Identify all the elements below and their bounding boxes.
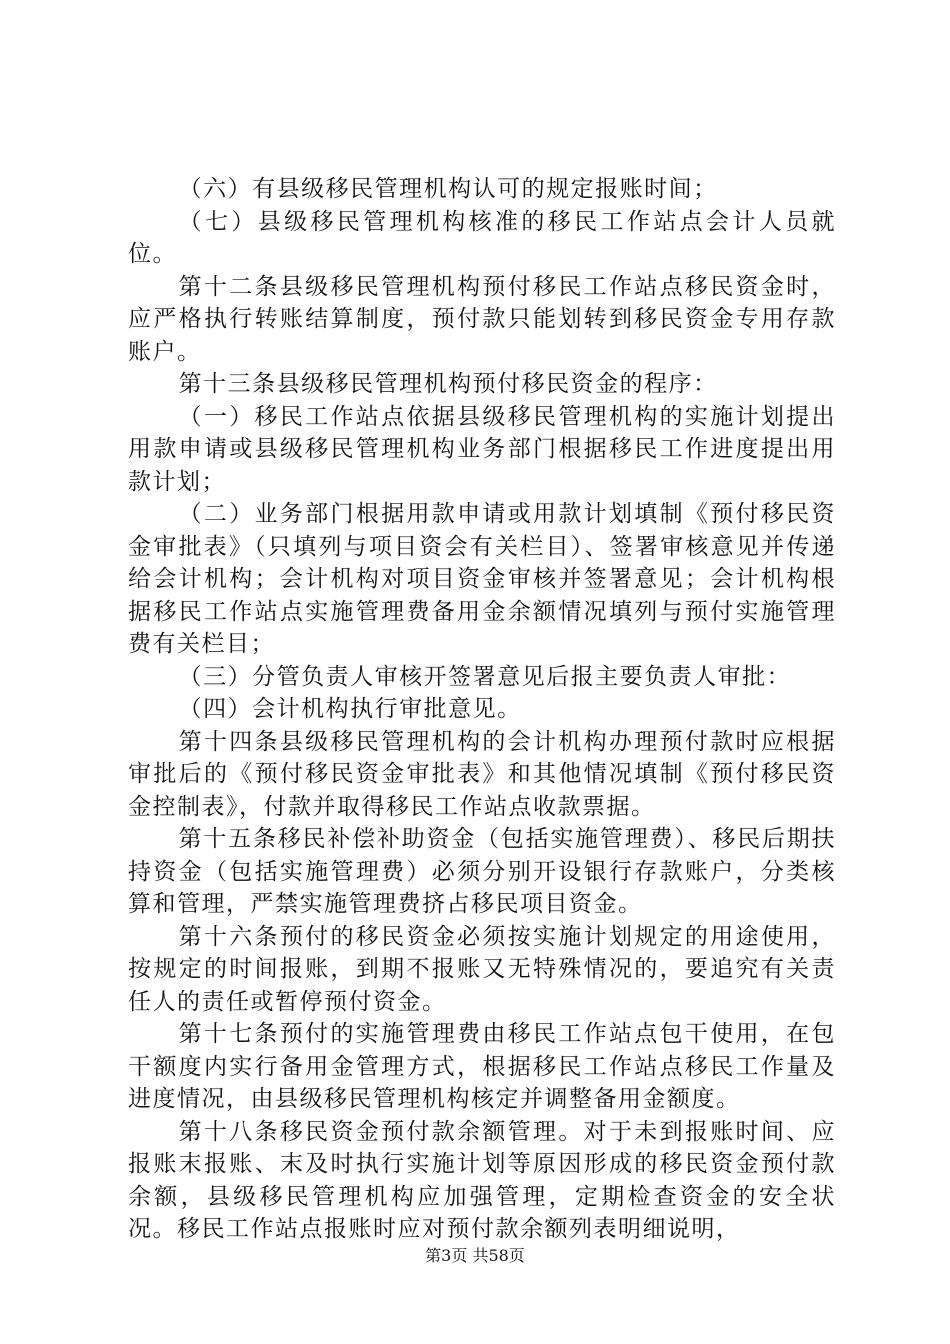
paragraph-step-3: （三）分管负责人审核开签署意见后报主要负责人审批： (178, 663, 792, 690)
paragraph-item-7: （七）县级移民管理机构核准的移民工作站点会计人员就位。 (128, 208, 836, 267)
paragraph-article-12: 第十二条县级移民管理机构预付移民工作站点移民资金时，应严格执行转账结算制度，预付款只能划转到移民资金专用存款账户。 (128, 273, 836, 365)
paragraph-article-13: 第十三条县级移民管理机构预付移民资金的程序： (178, 371, 718, 397)
paragraph-step-4: （四）会计机构执行审批意见。 (178, 696, 522, 722)
paragraph-article-17: 第十七条预付的实施管理费由移民工作站点包干使用，在包干额度内实行备用金管理方式，根据移民工作站点移民工作量及进度情况，由县级移民管理机构核定并调整备用金额度。 (128, 1021, 836, 1112)
document-body (128, 173, 836, 1246)
paragraph-article-14: 第十四条县级移民管理机构的会计机构办理预付款时应根据审批后的《预付移民资金审批表》和其他情况填制《预付移民资金控制表》，付款并取得移民工作站点收款票据。 (128, 728, 836, 820)
paragraph-step-1: （一）移民工作站点依据县级移民管理机构的实施计划提出用款申请或县级移民管理机构业务部门根据移民工作进度提出用款计划； (128, 403, 836, 495)
paragraph-step-2: （二）业务部门根据用款申请或用款计划填制《预付移民资金审批表》（只填列与项目资会有关栏目）、签署审核意见并传递给会计机构；会计机构对项目资金审核并签署意见；会计机构根据移民工作站点实施管理费备用金余额情况填列与预付实施管理费有关栏目； (128, 501, 836, 657)
paragraph-article-15: 第十五条移民补偿补助资金（包括实施管理费）、移民后期扶持资金（包括实施管理费）必须分别开设银行存款账户，分类核算和管理，严禁实施管理费挤占移民项目资金。 (128, 826, 836, 917)
paragraph-article-16: 第十六条预付的移民资金必须按实施计划规定的用途使用，按规定的时间报账，到期不报账又无特殊情况的，要追究有关责任人的责任或暂停预付资金。 (128, 923, 836, 1015)
page-number-footer: 第3页 共58页 (425, 1246, 525, 1265)
paragraph-item-6: （六）有县级移民管理机构认可的规定报账时间； (178, 176, 718, 202)
paragraph-article-18: 第十八条移民资金预付款余额管理。对于未到报账时间、应报账末报账、末及时执行实施计划等原因形成的移民资金预付款余额，县级移民管理机构应加强管理，定期检查资金的安全状况。移民工作站点报账时应对预付款余额列表明细说明， (128, 1118, 836, 1242)
